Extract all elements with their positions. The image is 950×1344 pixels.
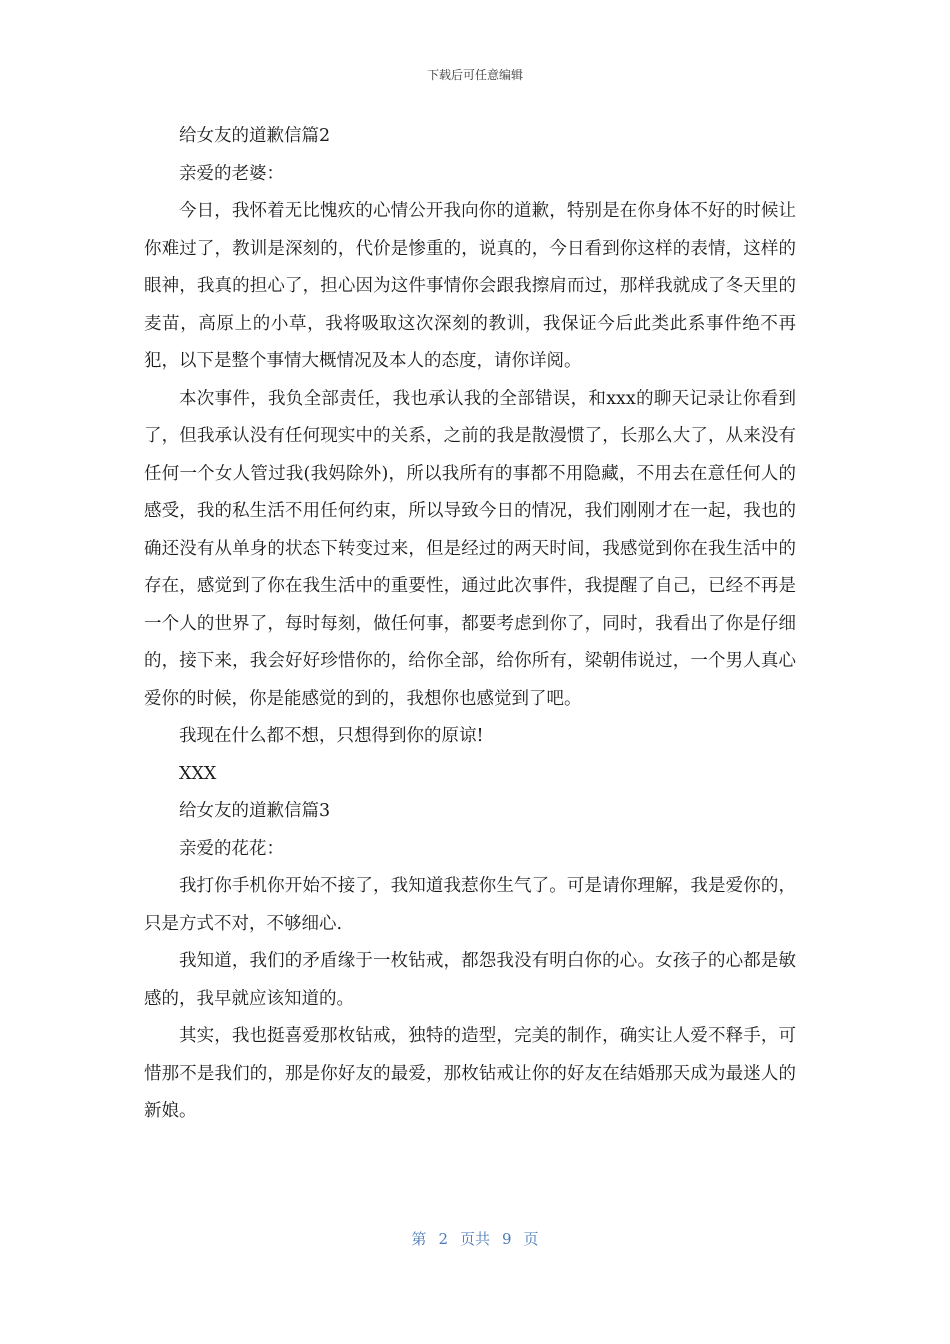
signature: XXX xyxy=(179,763,217,784)
body-paragraph: 今日，我怀着无比愧疚的心情公开我向你的道歉，特别是在你身体不好的时候让你难过了，教训是深刻的，代价是惨重的，说真的，今日看到你这样的表情，这样的眼神，我真的担心了，担心因为这件事情你会跟我擦肩而过，那样我就成了冬天里的麦苗，高原上的小草，我将吸取这次深刻的教训，我保证今后此类此系事件绝不再犯，以下是整个事情大概情况及本人的态度，请你详阅。 xyxy=(144,201,796,371)
salutation: 亲爱的老婆： xyxy=(179,163,284,184)
body-paragraph: 我现在什么都不想，只想得到你的原谅! xyxy=(179,726,484,746)
letter-title-3: 给女友的道歉信篇3 xyxy=(179,801,331,821)
document-body xyxy=(144,118,796,1131)
body-paragraph: 本次事件，我负全部责任，我也承认我的全部错误，和xxx的聊天记录让你看到了，但我承认没有任何现实中的关系，之前的我是散漫惯了，长那么大了，从来没有任何一个女人管过我(我妈除外)，所以我所有的事都不用隐藏，不用去在意任何人的感受，我的私生活不用任何约束，所以导致今日的情况，我们刚刚才在一起，我也的确还没有从单身的状态下转变过来，但是经过的两天时间，我感觉到你在我生活中的存在，感觉到了你在我生活中的重要性，通过此次事件，我提醒了自己，已经不再是一个人的世界了，每时每刻，做任何事，都要考虑到你了，同时，我看出了你是仔细的，接下来，我会好好珍惜你的，给你全部，给你所有，梁朝伟说过，一个男人真心爱你的时候，你是能感觉的到的，我想你也感觉到了吧。 xyxy=(144,388,796,709)
footer-suffix: 页 xyxy=(523,1230,539,1248)
footer-middle: 页共 xyxy=(459,1230,490,1248)
salutation: 亲爱的花花： xyxy=(179,838,284,859)
letter-title-2: 给女友的道歉信篇2 xyxy=(179,126,331,146)
page-footer xyxy=(0,1228,950,1249)
footer-total-pages: 9 xyxy=(502,1230,512,1248)
body-paragraph: 其实，我也挺喜爱那枚钻戒，独特的造型，完美的制作，确实让人爱不释手，可惜那不是我们的，那是你好友的最爱，那枚钻戒让你的好友在结婚那天成为最迷人的新娘。 xyxy=(144,1026,796,1121)
footer-prefix: 第 xyxy=(411,1230,427,1248)
body-paragraph: 我知道，我们的矛盾缘于一枚钻戒，都怨我没有明白你的心。女孩子的心都是敏感的，我早就应该知道的。 xyxy=(144,951,796,1009)
page-header-note: 下载后可任意编辑 xyxy=(426,68,523,82)
body-paragraph: 我打你手机你开始不接了，我知道我惹你生气了。可是请你理解，我是爱你的，只是方式不对，不够细心. xyxy=(144,876,796,934)
footer-current-page: 2 xyxy=(438,1230,448,1248)
